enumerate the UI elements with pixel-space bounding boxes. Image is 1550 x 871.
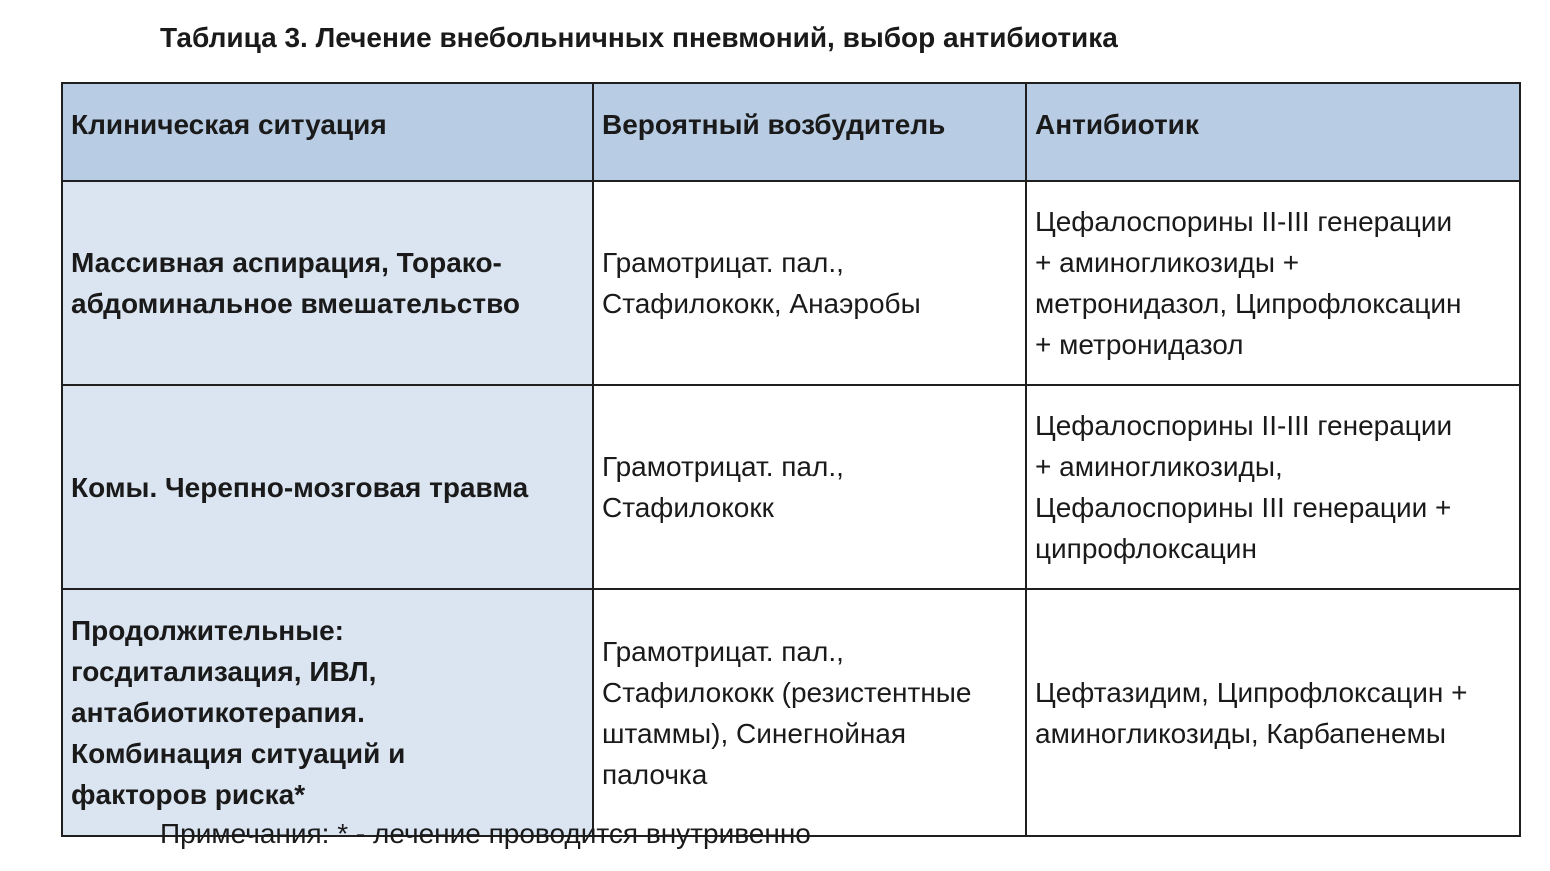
- cell-antibiotic: [1026, 181, 1520, 385]
- header-situation: Клиническая ситуация: [62, 83, 593, 181]
- cell-line: Стафилококк: [602, 492, 774, 523]
- cell-antibiotic: [1026, 589, 1520, 836]
- table-row: [62, 181, 1520, 385]
- cell-line: Цефтазидим, Ципрофлоксацин +: [1035, 676, 1468, 708]
- cell-line: факторов риска*: [71, 779, 306, 810]
- cell-line: штаммы), Синегнойная: [602, 717, 907, 749]
- cell-line: Грамотрицат. пал.,: [602, 635, 844, 667]
- cell-line: палочка: [602, 758, 708, 790]
- cell-line: Цефалоспорины II-III генерации: [1035, 206, 1453, 237]
- cell-situation: [62, 181, 593, 385]
- cell-line: Грамотрицат. пал.,: [602, 247, 844, 278]
- cell-line: метронидазол, Ципрофлоксацин: [1035, 288, 1462, 319]
- cell-pathogen: [593, 589, 1026, 836]
- cell-line: абдоминальное вмешательство: [71, 288, 521, 319]
- cell-line: Грамотрицат. пал.,: [602, 451, 844, 482]
- cell-line: Стафилококк, Анаэробы: [602, 288, 921, 319]
- cell-pathogen: [593, 385, 1026, 589]
- table-footnote: Примечания: * - лечение проводится внутривенно: [160, 818, 811, 849]
- cell-line: Комы. Черепно-мозговая травма: [71, 471, 529, 503]
- cell-line: аминогликозиды, Карбапенемы: [1035, 717, 1446, 749]
- header-pathogen: Вероятный возбудитель: [593, 83, 1026, 181]
- cell-line: антабиотикотерапия.: [71, 697, 365, 728]
- table-header-row: [62, 83, 1520, 181]
- cell-pathogen: [593, 181, 1026, 385]
- cell-line: Цефалоспорины II-III генерации: [1035, 410, 1453, 441]
- cell-line: Стафилококк (резистентные: [602, 676, 972, 708]
- cell-line: госдитализация, ИВЛ,: [71, 656, 377, 687]
- cell-line: Цефалоспорины III генерации +: [1035, 492, 1452, 523]
- table-row: [62, 589, 1520, 836]
- table-title: Таблица 3. Лечение внебольничных пневмоний, выбор антибиотика: [160, 22, 1118, 53]
- cell-line: + аминогликозиды +: [1035, 247, 1300, 278]
- cell-line: Массивная аспирация, Торако-: [71, 247, 502, 278]
- antibiotic-table: [61, 82, 1521, 837]
- cell-line: Комбинация ситуаций и: [71, 738, 406, 769]
- header-antibiotic: Антибиотик: [1026, 83, 1520, 181]
- cell-situation: [62, 385, 593, 589]
- cell-antibiotic: [1026, 385, 1520, 589]
- cell-line: + аминогликозиды,: [1035, 451, 1283, 482]
- cell-line: ципрофлоксацин: [1035, 533, 1257, 564]
- cell-line: + метронидазол: [1035, 329, 1244, 360]
- cell-line: Продолжительные:: [71, 615, 344, 646]
- table-row: [62, 385, 1520, 589]
- cell-situation: [62, 589, 593, 836]
